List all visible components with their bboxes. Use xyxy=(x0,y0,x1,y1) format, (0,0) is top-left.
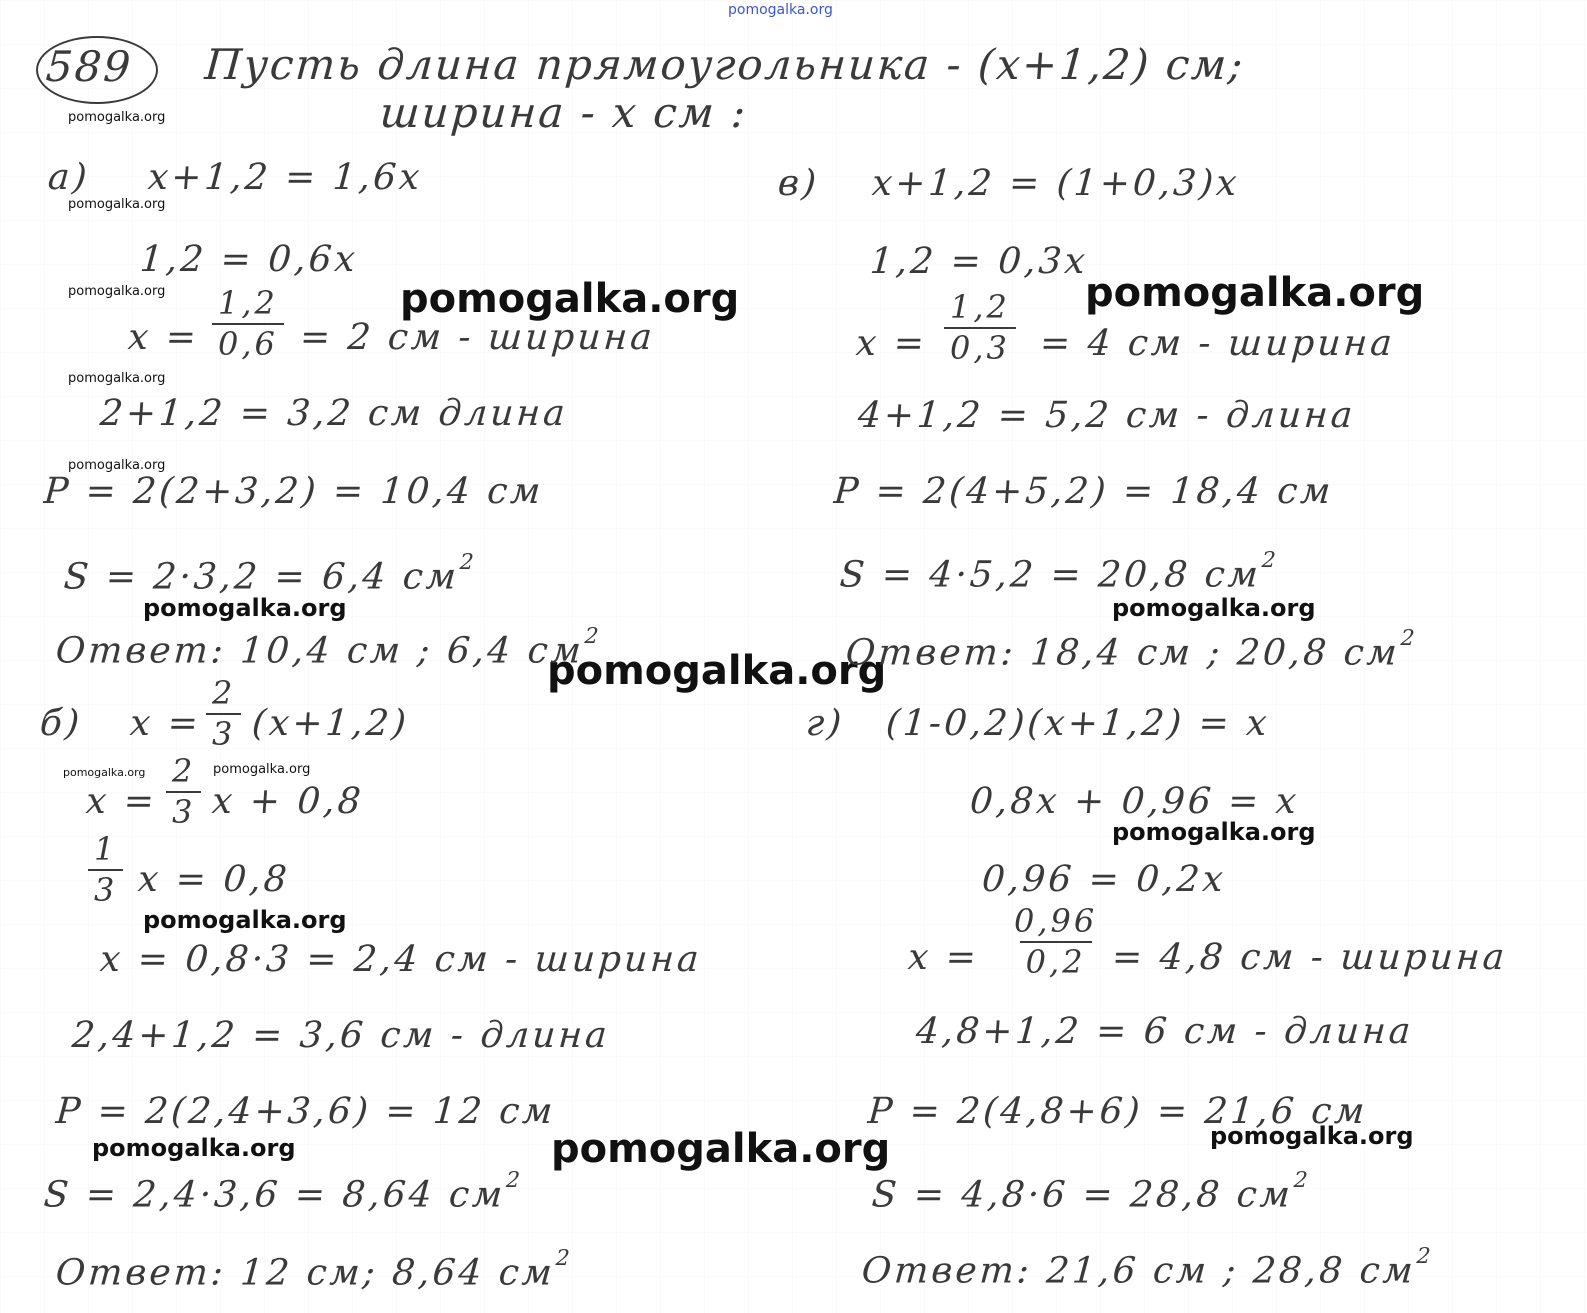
part-g-length: 4,8+1,2 = 6 см - длина xyxy=(914,1011,1415,1052)
part-g-answer xyxy=(860,1244,1432,1292)
watermark-top[interactable]: pomogalka.org xyxy=(728,2,833,18)
watermark: pomogalka.org xyxy=(551,1126,891,1172)
fraction-numerator: 2 xyxy=(212,674,236,712)
square-exponent: 2 xyxy=(505,1168,521,1193)
part-b-eq-prefix: x = xyxy=(128,703,203,744)
problem-number: 589 xyxy=(44,42,134,91)
part-v-label: в) xyxy=(776,163,821,204)
part-b-step1-fraction xyxy=(166,754,201,830)
part-g-fraction xyxy=(1008,904,1103,980)
watermark: pomogalka.org xyxy=(63,766,146,779)
square-exponent: 2 xyxy=(1415,1244,1432,1269)
part-b-eq-fraction xyxy=(206,676,241,752)
part-a-x-prefix: x = xyxy=(126,317,201,358)
area-text: S = 4·5,2 = 20,8 см xyxy=(838,554,1263,596)
watermark: pomogalka.org xyxy=(1210,1122,1414,1150)
part-a-equation: x+1,2 = 1,6x xyxy=(146,157,424,198)
square-exponent: 2 xyxy=(554,1246,571,1271)
part-b-answer xyxy=(54,1246,571,1294)
watermark: pomogalka.org xyxy=(1112,594,1316,622)
fraction-numerator: 1,2 xyxy=(950,288,1010,326)
fraction-numerator: 2 xyxy=(172,752,196,790)
part-v-equation: x+1,2 = (1+0,3)x xyxy=(870,163,1241,204)
part-g-step2: 0,96 = 0,2x xyxy=(980,859,1228,900)
square-exponent: 2 xyxy=(583,624,600,649)
part-b-step2-suffix: x = 0,8 xyxy=(136,859,292,900)
area-text: S = 2·3,2 = 6,4 см xyxy=(62,556,461,598)
watermark: pomogalka.org xyxy=(92,1134,296,1162)
watermark: pomogalka.org xyxy=(68,371,166,386)
part-g-label: г) xyxy=(804,703,846,744)
part-a-length: 2+1,2 = 3,2 см длина xyxy=(98,393,570,434)
watermark: pomogalka.org xyxy=(400,276,740,322)
fraction-denominator: 0,3 xyxy=(944,327,1016,366)
part-a-perimeter: P = 2(2+3,2) = 10,4 см xyxy=(42,471,545,512)
part-b-perimeter: P = 2(2,4+3,6) = 12 см xyxy=(54,1091,557,1132)
watermark: pomogalka.org xyxy=(68,197,166,212)
part-b-width: x = 0,8·3 = 2,4 см - ширина xyxy=(98,939,703,980)
answer-text: Ответ: 18,4 см ; 20,8 см xyxy=(844,632,1402,674)
part-a-step: 1,2 = 0,6x xyxy=(138,239,360,280)
fraction-denominator: 3 xyxy=(166,791,201,830)
part-a-answer xyxy=(54,624,600,672)
part-b-length: 2,4+1,2 = 3,6 см - длина xyxy=(70,1015,612,1056)
answer-text: Ответ: 12 см; 8,64 см xyxy=(54,1252,557,1294)
area-text: S = 4,8·6 = 28,8 см xyxy=(870,1174,1295,1216)
watermark: pomogalka.org xyxy=(68,284,166,299)
part-a-fraction xyxy=(212,286,284,362)
fraction-denominator: 0,2 xyxy=(1020,941,1092,980)
watermark: pomogalka.org xyxy=(547,648,887,694)
part-v-area xyxy=(838,548,1277,596)
watermark: pomogalka.org xyxy=(143,906,347,934)
watermark: pomogalka.org xyxy=(143,594,347,622)
square-exponent: 2 xyxy=(1292,1168,1309,1193)
part-v-length: 4+1,2 = 5,2 см - длина xyxy=(856,395,1357,436)
part-g-step1: 0,8x + 0,96 = x xyxy=(968,781,1301,822)
answer-text: Ответ: 21,6 см ; 28,8 см xyxy=(860,1250,1418,1292)
fraction-numerator: 1,2 xyxy=(218,284,278,322)
part-b-label: б) xyxy=(38,703,84,744)
part-b-area xyxy=(42,1168,521,1216)
part-a-width: = 2 см - ширина xyxy=(298,317,657,358)
watermark: pomogalka.org xyxy=(68,110,166,125)
square-exponent: 2 xyxy=(1399,626,1416,651)
part-g-equation: (1-0,2)(x+1,2) = x xyxy=(884,703,1272,744)
fraction-denominator: 3 xyxy=(206,713,241,752)
part-g-width: = 4,8 см - ширина xyxy=(1110,937,1509,978)
watermark: pomogalka.org xyxy=(1112,818,1316,846)
part-b-step2-fraction xyxy=(88,832,123,908)
problem-intro-line1: Пусть длина прямоугольника - (x+1,2) см; xyxy=(203,40,1247,89)
watermark: pomogalka.org xyxy=(1085,270,1425,316)
part-v-step: 1,2 = 0,3x xyxy=(868,241,1090,282)
part-v-fraction xyxy=(944,290,1016,366)
watermark: pomogalka.org xyxy=(213,762,311,777)
part-g-area xyxy=(870,1168,1309,1216)
answer-text: Ответ: 10,4 см ; 6,4 см xyxy=(54,630,586,672)
part-a-label: а) xyxy=(46,157,91,198)
fraction-denominator: 0,6 xyxy=(212,323,284,362)
part-b-step1-suffix: x + 0,8 xyxy=(210,781,366,822)
fraction-denominator: 3 xyxy=(88,869,123,908)
fraction-numerator: 1 xyxy=(94,830,118,868)
part-v-perimeter: P = 2(4+5,2) = 18,4 см xyxy=(832,471,1335,512)
part-v-answer xyxy=(844,626,1416,674)
part-b-eq-suffix: (x+1,2) xyxy=(250,703,411,744)
part-a-area xyxy=(62,550,475,598)
area-text: S = 2,4·3,6 = 8,64 см xyxy=(42,1174,507,1216)
part-v-width: = 4 см - ширина xyxy=(1038,323,1397,364)
part-b-step1-prefix: x = xyxy=(84,781,159,822)
square-exponent: 2 xyxy=(1260,548,1277,573)
square-exponent: 2 xyxy=(458,550,475,575)
part-v-x-prefix: x = xyxy=(854,323,929,364)
fraction-numerator: 0,96 xyxy=(1014,902,1098,940)
watermark: pomogalka.org xyxy=(68,458,166,473)
problem-intro-line2: ширина - x см : xyxy=(378,88,750,137)
part-g-x-prefix: x = xyxy=(906,937,981,978)
part-g-perimeter: P = 2(4,8+6) = 21,6 см xyxy=(866,1091,1369,1132)
